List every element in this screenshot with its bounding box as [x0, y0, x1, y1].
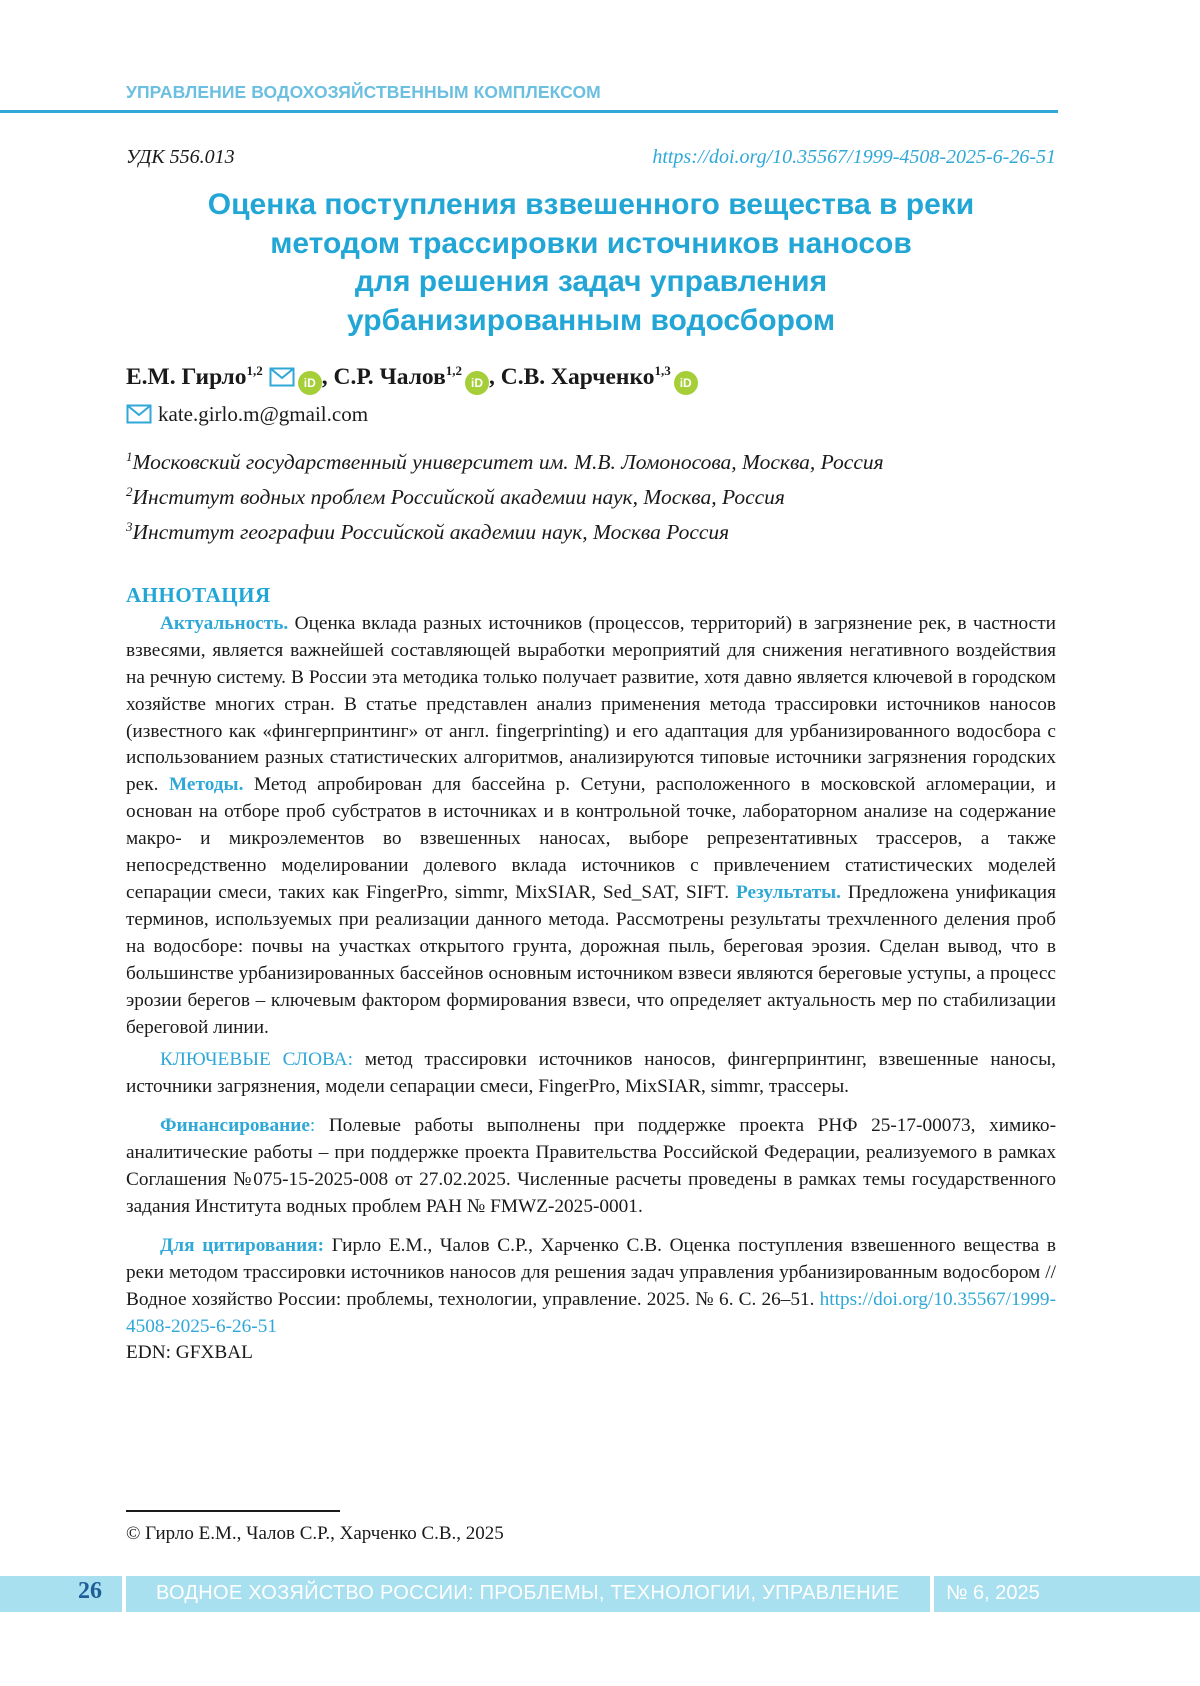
methods-text: Метод апробирован для бассейна р. Сетуни, расположенного в московской агломерации, и основан на отборе проб субстратов в источниках и в контрольной точке, лабораторном анализе на содержание макро- и микроэлементов во взвешенных наносах, выборе репрезентативных трассеров, а также непосредственно моделировании долевого вклада источников с привлечением статистических моделей сепарации смеси, таких как FingerPro, simmr, MixSIAR, Sed_SAT, SIFT. [126, 774, 1056, 903]
affiliation [126, 442, 1056, 477]
keywords-label: КЛЮЧЕВЫЕ СЛОВА: [160, 1049, 353, 1071]
udc-code: УДК 556.013 [126, 146, 235, 168]
author-name: Е.М. Гирло [126, 364, 247, 390]
affiliation-number: 2 [126, 484, 133, 499]
affiliation-text: Московский государственный университет им. М.В. Ломоносова, Москва, Россия [132, 450, 884, 474]
citation-label: Для цитирования: [160, 1234, 325, 1256]
funding-colon: : [309, 1115, 316, 1137]
title-line-2: методом трассировки источников наносов [270, 226, 912, 260]
abstract-section [126, 582, 1056, 1373]
journal-name: ВОДНОЕ ХОЗЯЙСТВО РОССИИ: ПРОБЛЕМЫ, ТЕХНОЛОГИИ, УПРАВЛЕНИЕ [156, 1582, 900, 1604]
funding-paragraph [126, 1113, 1056, 1221]
affiliations [126, 442, 1056, 547]
page-footer [0, 1576, 1200, 1612]
relevance-text: Оценка вклада разных источников (процессов, территорий) в загрязнение рек, в частности взвесями, является важнейшей составляющей выработки мероприятий для снижения негативного воздействия на речную систему. В России эта методика только получает развитие, хотя давно является ключевой в городском хозяйстве многих стран. В статье представлен анализ применения метода трассировки источников наносов (известного как «фингерпринтинг» от англ. fingerprinting) и его адаптация для урбанизированного водосбора с использованием разных статистических алгоритмов, анализируются типовые источники загрязнения городских рек. [126, 612, 1056, 796]
abstract-paragraph [126, 611, 1056, 1042]
copyright-line: © Гирло Е.М., Чалов С.Р., Харченко С.В., 2025 [126, 1523, 504, 1544]
email-address[interactable]: kate.girlo.m@gmail.com [158, 402, 369, 426]
affiliation-number: 1 [126, 449, 133, 464]
orcid-icon[interactable]: iD [465, 371, 489, 395]
article-title [126, 186, 1056, 340]
author-name: С.Р. Чалов [333, 364, 446, 390]
author-name: С.В. Харченко [500, 364, 655, 390]
running-header: УПРАВЛЕНИЕ ВОДОХОЗЯЙСТВЕННЫМ КОМПЛЕКСОМ [126, 82, 601, 102]
page-number: 26 [78, 1578, 102, 1604]
doi-link[interactable]: https://doi.org/10.35567/1999-4508-2025-6-26-51 [652, 146, 1056, 168]
results-label: Результаты. [735, 881, 841, 903]
issue-number: № 6, 2025 [946, 1582, 1040, 1604]
keywords-text: метод трассировки источников наносов, фингерпринтинг, взвешенные наносы, источники загрязнения, модели сепарации смеси, FingerPro, MixSIAR, simmr, трассеры. [126, 1049, 1056, 1098]
relevance-label: Актуальность. [160, 612, 289, 634]
email-row [126, 402, 368, 430]
title-line-1: Оценка поступления взвешенного вещества в реки [207, 188, 975, 221]
citation-text: Гирло Е.М., Чалов С.Р., Харченко С.В. Оценка поступления взвешенного вещества в реки методом трассировки источников наносов для решения задач управления урбанизированным водосбором // Водное хозяйство России: проблемы, технологии, управление. 2025. № 6. С. 26–51. [126, 1234, 1056, 1310]
mail-icon[interactable] [269, 367, 295, 394]
abstract-heading: АННОТАЦИЯ [126, 583, 271, 607]
author-affil-sup: 1,2 [246, 363, 263, 378]
affiliation-text: Институт водных проблем Российской академии наук, Москва, Россия [132, 485, 785, 509]
edn-code: EDN: GFXBAL [126, 1342, 253, 1364]
orcid-icon[interactable]: iD [298, 371, 322, 395]
orcid-icon[interactable]: iD [674, 371, 698, 395]
funding-label: Финансирование [160, 1115, 310, 1137]
affiliation-text: Институт географии Российской академии наук, Москва Россия [132, 520, 730, 544]
mail-icon [126, 404, 152, 430]
author-separator: , [321, 364, 334, 390]
title-line-3: для решения задач управления [354, 265, 828, 298]
author-list [126, 363, 698, 395]
affiliation-number: 3 [126, 519, 133, 534]
citation-doi-link[interactable]: https://doi.org/10.35567/1999-4508-2025-6-26-51 [126, 1288, 1056, 1337]
author-separator: , [489, 364, 501, 390]
keywords-paragraph [126, 1047, 1056, 1101]
funding-text: Полевые работы выполнены при поддержке проекта РНФ 25-17-00073, химико-аналитические работы – при поддержке проекта Правительства Российской Федерации, реализуемого в рамках Соглашения №075-15-2025-008 от 27.02.2025. Численные расчеты проведены в рамках темы государственного задания Института водных проблем РАН № FMWZ-2025-0001. [126, 1115, 1056, 1217]
affiliation [126, 477, 1056, 512]
title-line-4: урбанизированным водосбором [346, 303, 836, 337]
methods-label: Методы. [168, 774, 244, 796]
header-rule [0, 110, 1058, 113]
citation-paragraph [126, 1233, 1056, 1368]
affiliation [126, 512, 1056, 547]
author-affil-sup: 1,2 [445, 363, 463, 378]
footnote-rule [126, 1510, 340, 1512]
results-text: Предложена унификация терминов, используемых при реализации данного метода. Рассмотрены результаты трехчленного деления проб на водосборе: почвы на участках открытого грунта, дорожная пыль, береговая эрозия. Сделан вывод, что в большинстве урбанизированных бассейнов основным источником взвеси являются береговые уступы, а процесс эрозии берегов – ключевым фактором формирования взвеси, что определяет актуальность мер по стабилизации береговой линии. [126, 881, 1056, 1038]
author-affil-sup: 1,3 [654, 363, 671, 378]
